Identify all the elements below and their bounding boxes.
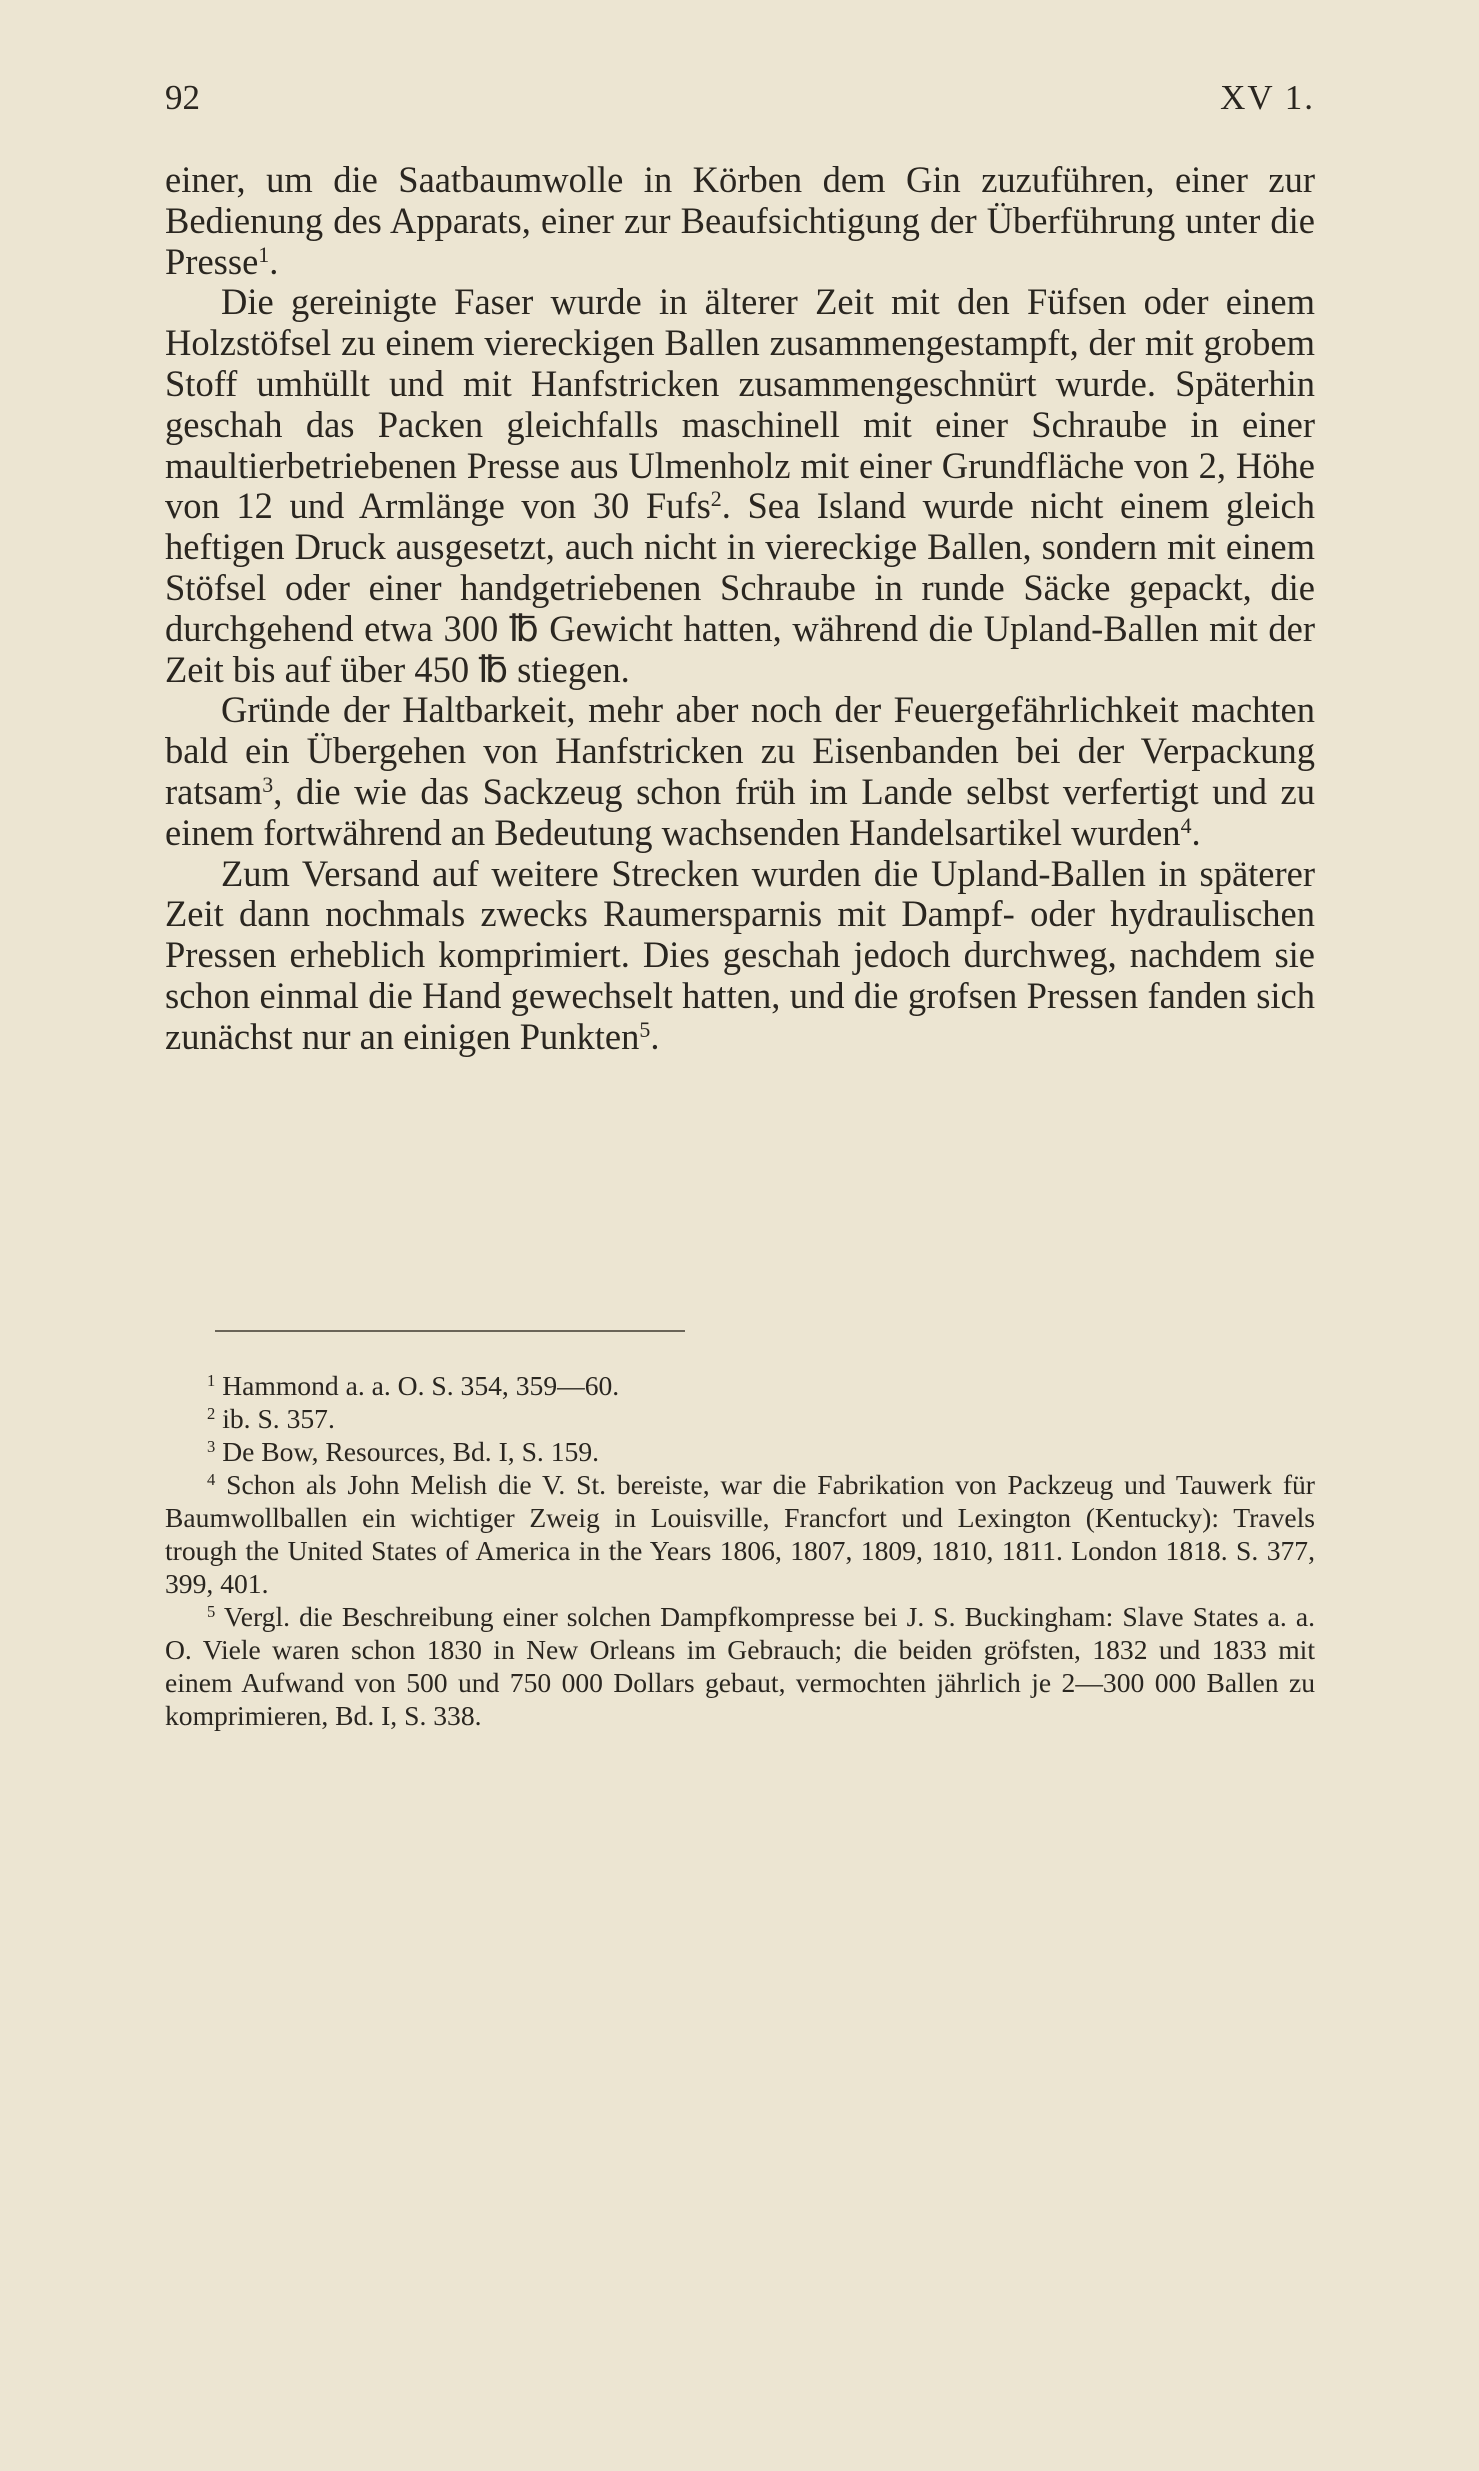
paragraph-text: einer, um die Saatbaumwolle in Körben dem Gin zuzuführen, einer zur Bedienung des Apparats, einer zur Beaufsichtigung der Überführung unter die Presse	[165, 159, 1315, 282]
footnote-text: De Bow, Resources, Bd. I, S. 159.	[222, 1436, 600, 1467]
footnote	[165, 1600, 1315, 1732]
footnote-number: 1	[207, 1370, 216, 1390]
paragraph-2	[165, 282, 1315, 690]
main-text	[165, 160, 1315, 1058]
footnote-number: 2	[207, 1403, 216, 1423]
running-head: XV 1.	[1220, 78, 1315, 117]
footnote-ref: 4	[1180, 812, 1192, 838]
footnote-ref: 3	[262, 771, 274, 797]
footnote-text: Schon als John Melish die V. St. bereiste, war die Fabrikation von Packzeug und Tauwerk für Baumwollballen ein wichtiger Zweig in Louisville, Francfort und Lexington (Kentucky): Travels trough the United States of America in the Years 1806, 1807, 1809, 1810, 1811. London 1818. S. 377, 399, 401.	[165, 1469, 1315, 1599]
paragraph-text: .	[650, 1015, 660, 1057]
paragraph-text: .	[1191, 811, 1201, 853]
footnote-ref: 2	[710, 486, 722, 512]
footnote-text: Vergl. die Beschreibung einer solchen Dampfkompresse bei J. S. Buckingham: Slave States a. a. O. Viele waren schon 1830 in New Orleans im Gebrauch; die beiden gröfsten, 1832 und 1833 mit einem Aufwand von 500 und 750 000 Dollars gebaut, vermochten jährlich je 2—300 000 Ballen zu komprimieren, Bd. I, S. 338.	[165, 1601, 1316, 1731]
footnote	[165, 1369, 1315, 1402]
paragraph-text: Gründe der Haltbarkeit, mehr aber noch der Feuergefährlichkeit machten bald ein Übergehen von Hanfstricken zu Eisenbanden bei der Verpackung ratsam	[165, 689, 1315, 812]
footnote-text: Hammond a. a. O. S. 354, 359—60.	[222, 1370, 620, 1401]
footnote	[165, 1435, 1315, 1468]
footnote-text: ib. S. 357.	[222, 1403, 335, 1434]
paragraph-4	[165, 854, 1315, 1058]
footnotes	[165, 1369, 1315, 1732]
footnote-ref: 5	[639, 1016, 651, 1042]
paragraph-1	[165, 160, 1315, 282]
footnote-number: 4	[207, 1469, 216, 1489]
page-number: 92	[165, 78, 200, 117]
paragraph-3	[165, 690, 1315, 853]
paragraph-text: , die wie das Sackzeug schon früh im Lande selbst verfertigt und zu einem fortwährend an Bedeutung wachsenden Handelsartikel wurden	[165, 770, 1315, 853]
paragraph-text: .	[269, 240, 279, 282]
footnote-ref: 1	[258, 241, 270, 267]
footnote-separator	[215, 1330, 685, 1332]
footnote-number: 3	[207, 1436, 216, 1456]
footnote	[165, 1468, 1315, 1600]
paragraph-text: Zum Versand auf weitere Strecken wurden die Upland-Ballen in späterer Zeit dann nochmals zwecks Raumersparnis mit Dampf- oder hydraulischen Pressen erheblich komprimiert. Dies geschah jedoch durchweg, nachdem sie schon einmal die Hand gewechselt hatten, und die grofsen Pressen fanden sich zunächst nur an einigen Punkten	[165, 852, 1315, 1057]
footnote-number: 5	[207, 1601, 216, 1621]
paragraph-text: . Sea Island wurde nicht einem gleich heftigen Druck ausgesetzt, auch nicht in viereckige Ballen, sondern mit einem Stöfsel oder einer handgetriebenen Schraube in runde Säcke gepackt, die durchgehend etwa 300 ℔ Gewicht hatten, während die Upland-Ballen mit der Zeit bis auf über 450 ℔ stiegen.	[165, 485, 1316, 690]
footnote	[165, 1402, 1315, 1435]
page-header	[165, 78, 1315, 118]
paragraph-text: Die gereinigte Faser wurde in älterer Zeit mit den Füfsen oder einem Holzstöfsel zu einem viereckigen Ballen zusammengestampft, der mit grobem Stoff umhüllt und mit Hanfstricken zusammengeschnürt wurde. Späterhin geschah das Packen gleichfalls maschinell mit einer Schraube in einer maultierbetriebenen Presse aus Ulmenholz mit einer Grundfläche von 2, Höhe von 12 und Armlänge von 30 Fufs	[165, 281, 1315, 527]
